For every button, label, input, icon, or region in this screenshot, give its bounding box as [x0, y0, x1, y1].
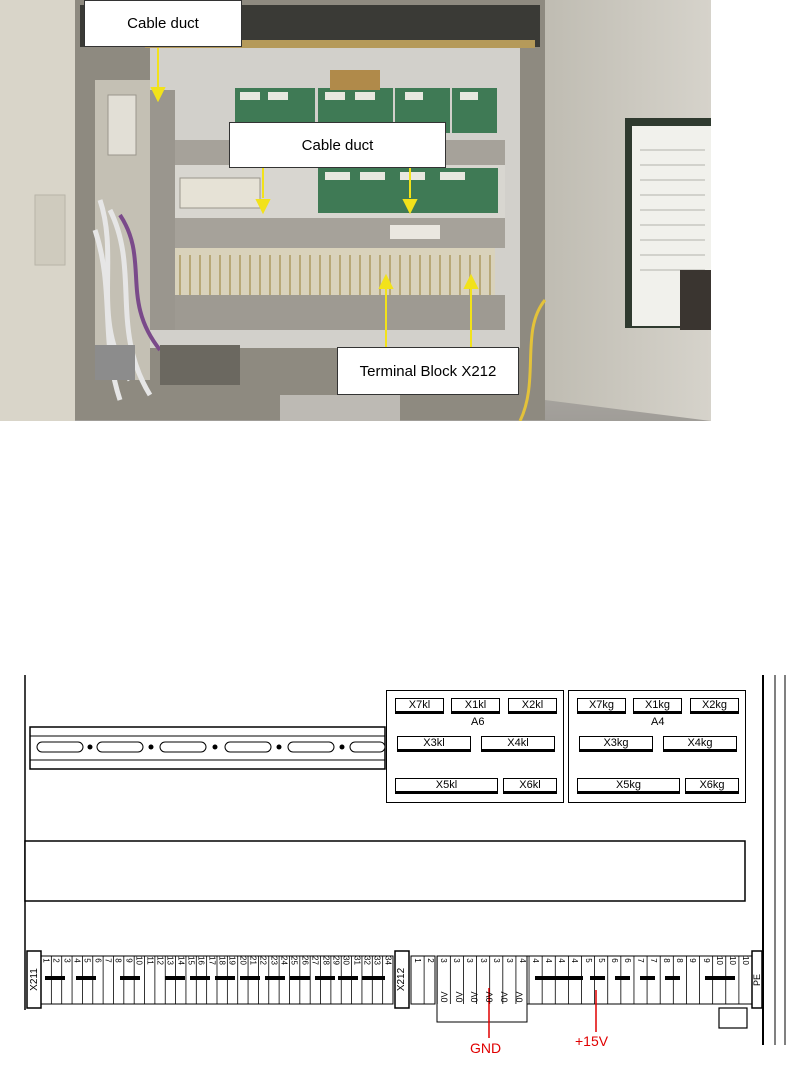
terminal-number: 19 — [228, 956, 238, 965]
terminal-number: 4 — [557, 958, 567, 963]
terminal-number: 2 — [52, 958, 62, 963]
terminal-number: 5 — [596, 958, 606, 963]
terminal-number: 3 — [491, 958, 501, 963]
jumper-bar — [640, 976, 655, 980]
connector-x6kl-label: X6kl — [519, 779, 541, 791]
terminal-number: 8 — [675, 958, 685, 963]
connector-x3kg-label: X3kg — [603, 737, 629, 749]
terminal-pe-label — [752, 951, 762, 1008]
cabinet-photo — [0, 0, 711, 421]
connector-x1kl — [451, 698, 500, 714]
terminal-number: 7 — [636, 958, 646, 963]
jumper-bar — [705, 976, 735, 980]
jumper-bar — [190, 976, 210, 980]
module-a4-label: A4 — [651, 716, 665, 728]
terminal-number: 3 — [465, 958, 475, 963]
jumper-bar — [362, 976, 385, 980]
jumper-bar — [535, 976, 583, 980]
terminal-number: 33 — [372, 956, 382, 965]
connector-x6kl — [503, 778, 557, 794]
connector-x6kg-label: X6kg — [699, 779, 725, 791]
connector-x4kl — [481, 736, 555, 752]
terminal-number: 10 — [134, 956, 144, 965]
terminal-number: 10 — [740, 956, 750, 965]
terminal-number: 8 — [662, 958, 672, 963]
terminal-number: 2 — [426, 958, 436, 963]
terminal-number: 18 — [217, 956, 227, 965]
terminal-number: 4 — [544, 958, 554, 963]
jumper-bar — [120, 976, 140, 980]
terminal-number: 31 — [352, 956, 362, 965]
terminal-number: 32 — [362, 956, 372, 965]
connector-x3kl — [397, 736, 471, 752]
callout-terminal-block-text: Terminal Block X212 — [359, 362, 497, 380]
terminal-number: 3 — [504, 958, 514, 963]
terminal-number: 20 — [238, 956, 248, 965]
terminal-number: 4 — [570, 958, 580, 963]
terminal-number: 7 — [649, 958, 659, 963]
jumper-bar — [338, 976, 358, 980]
jumper-bar — [265, 976, 285, 980]
terminal-number: 6 — [622, 958, 632, 963]
connector-x1kl-label: X1kl — [464, 699, 487, 711]
terminal-number: 4 — [531, 958, 541, 963]
terminal-number: 4 — [517, 958, 527, 963]
jumper-bar — [76, 976, 96, 980]
module-a6-label: A6 — [471, 716, 485, 728]
terminal-x211-numbers — [41, 956, 393, 970]
terminal-number: 9 — [124, 958, 134, 963]
zero-v-label: 0V — [439, 991, 450, 1003]
callout-terminal-block — [337, 347, 519, 395]
connector-x3kg — [579, 736, 653, 752]
terminal-number: 9 — [688, 958, 698, 963]
connector-x1kg — [633, 698, 682, 714]
terminal-number: 22 — [259, 956, 269, 965]
terminal-number: 1 — [41, 958, 51, 963]
terminal-number: 34 — [383, 956, 393, 965]
plus15v-annotation: +15V — [575, 1033, 609, 1049]
terminal-number: 17 — [207, 956, 217, 965]
terminal-number: 7 — [103, 958, 113, 963]
connector-x5kl-label: X5kl — [435, 779, 458, 791]
terminal-number: 3 — [439, 958, 449, 963]
terminal-number: 21 — [248, 956, 258, 965]
terminal-number: 16 — [196, 956, 206, 965]
terminal-number: 1 — [413, 958, 423, 963]
terminal-x211-text: X211 — [28, 968, 40, 991]
connector-x5kg — [577, 778, 680, 794]
terminal-x212-text: X212 — [396, 967, 408, 992]
terminal-number: 15 — [186, 956, 196, 965]
terminal-number: 24 — [279, 956, 289, 965]
module-a6 — [386, 690, 564, 803]
connector-x3kl-label: X3kl — [423, 737, 445, 749]
terminal-pe-text: PE — [752, 973, 763, 986]
terminal-number: 3 — [478, 958, 488, 963]
terminal-number: 12 — [155, 956, 165, 965]
jumper-bar — [165, 976, 185, 980]
terminal-number: 11 — [145, 956, 155, 965]
jumper-bar — [615, 976, 630, 980]
terminal-number: 3 — [62, 958, 72, 963]
terminal-number: 8 — [114, 958, 124, 963]
callout-cable-duct-middle — [229, 122, 446, 168]
terminal-number: 14 — [176, 956, 186, 965]
callout-cable-duct-top — [84, 0, 242, 47]
terminal-number: 28 — [321, 956, 331, 965]
module-a4 — [568, 690, 746, 803]
connector-x4kl-label: X4kl — [507, 737, 529, 749]
jumper-bar — [215, 976, 235, 980]
connector-x4kg — [663, 736, 737, 752]
zero-v-label: 0V — [484, 991, 495, 1003]
callout-cable-duct-middle-text: Cable duct — [301, 136, 374, 154]
callout-cable-duct-top-text: Cable duct — [127, 15, 199, 32]
jumper-bar — [240, 976, 260, 980]
connector-x7kg — [577, 698, 626, 714]
terminal-number: 30 — [341, 956, 351, 965]
jumper-bar — [315, 976, 335, 980]
terminal-number: 5 — [83, 958, 93, 963]
terminal-number: 25 — [290, 956, 300, 965]
terminal-number: 4 — [72, 958, 82, 963]
connector-x7kl — [395, 698, 444, 714]
terminal-number: 6 — [609, 958, 619, 963]
connector-x5kg-label: X5kg — [615, 779, 642, 791]
terminal-number: 6 — [93, 958, 103, 963]
terminal-number: 9 — [701, 958, 711, 963]
terminal-number: 10 — [714, 956, 724, 965]
connector-x7kg-label: X7kg — [588, 699, 615, 711]
connector-x7kl-label: X7kl — [408, 699, 431, 711]
zero-v-label: 0V — [514, 991, 525, 1003]
terminal-number: 10 — [727, 956, 737, 965]
connector-x1kg-label: X1kg — [644, 699, 671, 711]
terminal-x211-label — [27, 951, 41, 1008]
connector-x2kg — [690, 698, 739, 714]
connector-x6kg — [685, 778, 739, 794]
jumper-bar — [665, 976, 680, 980]
terminal-number: 23 — [269, 956, 279, 965]
connector-x2kl — [508, 698, 557, 714]
terminal-number: 3 — [452, 958, 462, 963]
zero-v-label: 0V — [454, 991, 465, 1003]
connector-x2kg-label: X2kg — [701, 699, 728, 711]
gnd-annotation: GND — [470, 1040, 502, 1056]
zero-v-label: 0V — [469, 991, 480, 1003]
connector-x4kg-label: X4kg — [687, 737, 713, 749]
zero-v-labels — [437, 980, 527, 1020]
jumper-bar — [45, 976, 65, 980]
terminal-number: 29 — [331, 956, 341, 965]
terminal-x212-numbers — [411, 956, 752, 970]
jumper-bar — [290, 976, 310, 980]
terminal-number: 5 — [583, 958, 593, 963]
connector-x5kl — [395, 778, 498, 794]
connector-x2kl-label: X2kl — [521, 699, 544, 711]
terminal-number: 27 — [310, 956, 320, 965]
wiring-schematic — [0, 640, 803, 1065]
jumper-bar — [590, 976, 605, 980]
terminal-number: 26 — [300, 956, 310, 965]
terminal-x212-label — [395, 951, 409, 1008]
zero-v-label: 0V — [499, 991, 510, 1003]
terminal-number: 13 — [165, 956, 175, 965]
